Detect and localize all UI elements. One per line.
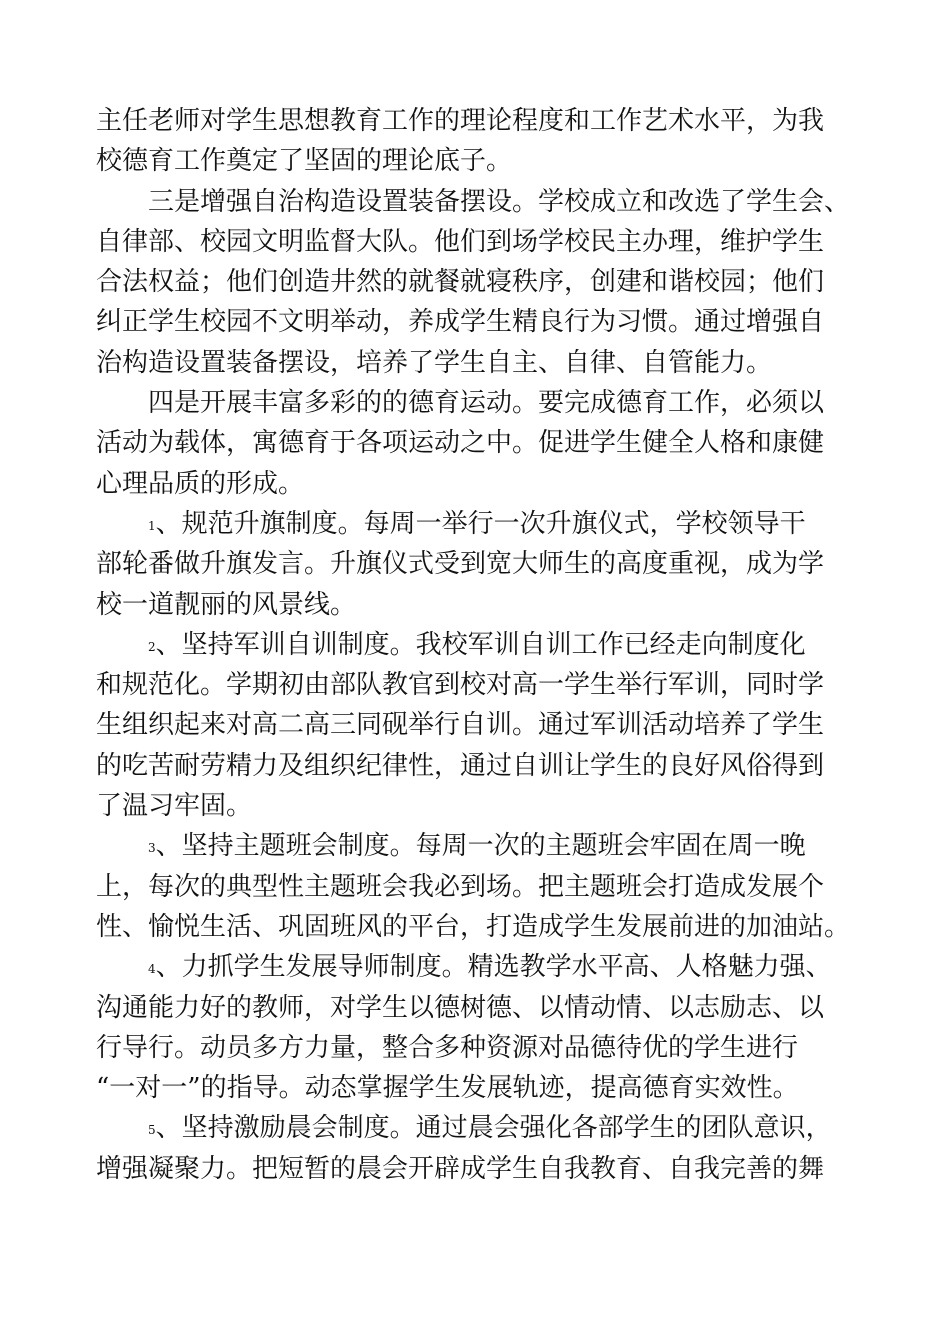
text-line — [96, 786, 871, 826]
line-text: 四是开展丰富多彩的的德育运动。要完成德育工作，必须以 — [148, 388, 825, 419]
text-line — [96, 665, 871, 705]
line-text: 沟通能力好的教师，对学生以德树德、以情动情、以志励志、以 — [96, 992, 825, 1023]
text-line — [96, 705, 871, 745]
text-line — [96, 182, 871, 222]
list-number: 2 — [148, 639, 156, 654]
line-text: 部轮番做升旗发言。升旗仪式受到宽大师生的高度重视，成为学 — [96, 549, 825, 580]
line-text: 、力抓学生发展导师制度。精选教学水平高、人格魅力强、 — [155, 952, 832, 983]
text-line — [96, 343, 871, 383]
list-number: 5 — [148, 1123, 156, 1138]
line-text: 心理品质的形成。 — [96, 468, 305, 499]
text-line — [96, 302, 871, 342]
document-body — [96, 101, 871, 1189]
line-text: 纠正学生校园不文明举动，养成学生精良行为习惯。通过增强自 — [96, 307, 825, 338]
line-text: 了温习牢固。 — [96, 791, 253, 822]
line-text: 、规范升旗制度。每周一举行一次升旗仪式，学校领导干 — [155, 508, 806, 539]
line-text: 增强凝聚力。把短暂的晨会开辟成学生自我教育、自我完善的舞 — [96, 1153, 825, 1184]
text-line — [96, 746, 871, 786]
text-line — [96, 1068, 871, 1108]
text-line — [96, 141, 871, 181]
line-text: 、坚持主题班会制度。每周一次的主题班会牢固在周一晚 — [155, 831, 806, 862]
line-text: 自律部、校园文明监督大队。他们到场学校民主办理，维护学生 — [96, 226, 825, 257]
line-text: 性、愉悦生活、巩固班风的平台，打造成学生发展前进的加油站。 — [96, 911, 851, 942]
text-line — [96, 544, 871, 584]
list-number: 3 — [148, 841, 156, 856]
text-line — [96, 504, 871, 544]
text-line — [96, 1149, 871, 1189]
line-text: 生组织起来对高二高三同砚举行自训。通过军训活动培养了学生 — [96, 710, 825, 741]
text-line — [96, 826, 871, 866]
text-line — [96, 1108, 871, 1148]
line-text: 校德育工作奠定了坚固的理论底子。 — [96, 146, 513, 177]
line-text: “一对一”的指导。动态掌握学生发展轨迹，提高德育实效性。 — [96, 1073, 799, 1104]
line-text: 行导行。动员多方力量，整合多种资源对品德待优的学生进行 — [96, 1032, 799, 1063]
list-number: 1 — [148, 518, 156, 533]
text-line — [96, 988, 871, 1028]
list-number: 4 — [148, 962, 156, 977]
text-line — [96, 423, 871, 463]
line-text: 、坚持军训自训制度。我校军训自训工作已经走向制度化 — [155, 629, 806, 660]
text-line — [96, 464, 871, 504]
text-line — [96, 585, 871, 625]
line-text: 三是增强自治构造设置装备摆设。学校成立和改选了学生会、 — [148, 186, 851, 217]
text-line — [96, 101, 871, 141]
line-text: 校一道靓丽的风景线。 — [96, 589, 357, 620]
line-text: 和规范化。学期初由部队教官到校对高一学生举行军训，同时学 — [96, 670, 825, 701]
line-text: 治构造设置装备摆设，培养了学生自主、自律、自管能力。 — [96, 347, 773, 378]
text-line — [96, 947, 871, 987]
text-line — [96, 907, 871, 947]
text-line — [96, 222, 871, 262]
text-line — [96, 383, 871, 423]
line-text: 合法权益；他们创造井然的就餐就寝秩序，创建和谐校园；他们 — [96, 267, 825, 298]
line-text: 的吃苦耐劳精力及组织纪律性，通过自训让学生的良好风俗得到 — [96, 750, 825, 781]
line-text: 上，每次的典型性主题班会我必到场。把主题班会打造成发展个 — [96, 871, 825, 902]
line-text: 主任老师对学生思想教育工作的理论程度和工作艺术水平，为我 — [96, 106, 825, 136]
text-line — [96, 867, 871, 907]
text-line — [96, 1028, 871, 1068]
line-text: 活动为载体，寓德育于各项运动之中。促进学生健全人格和康健 — [96, 428, 825, 459]
text-line — [96, 262, 871, 302]
text-line — [96, 625, 871, 665]
line-text: 、坚持激励晨会制度。通过晨会强化各部学生的团队意识， — [155, 1113, 832, 1144]
